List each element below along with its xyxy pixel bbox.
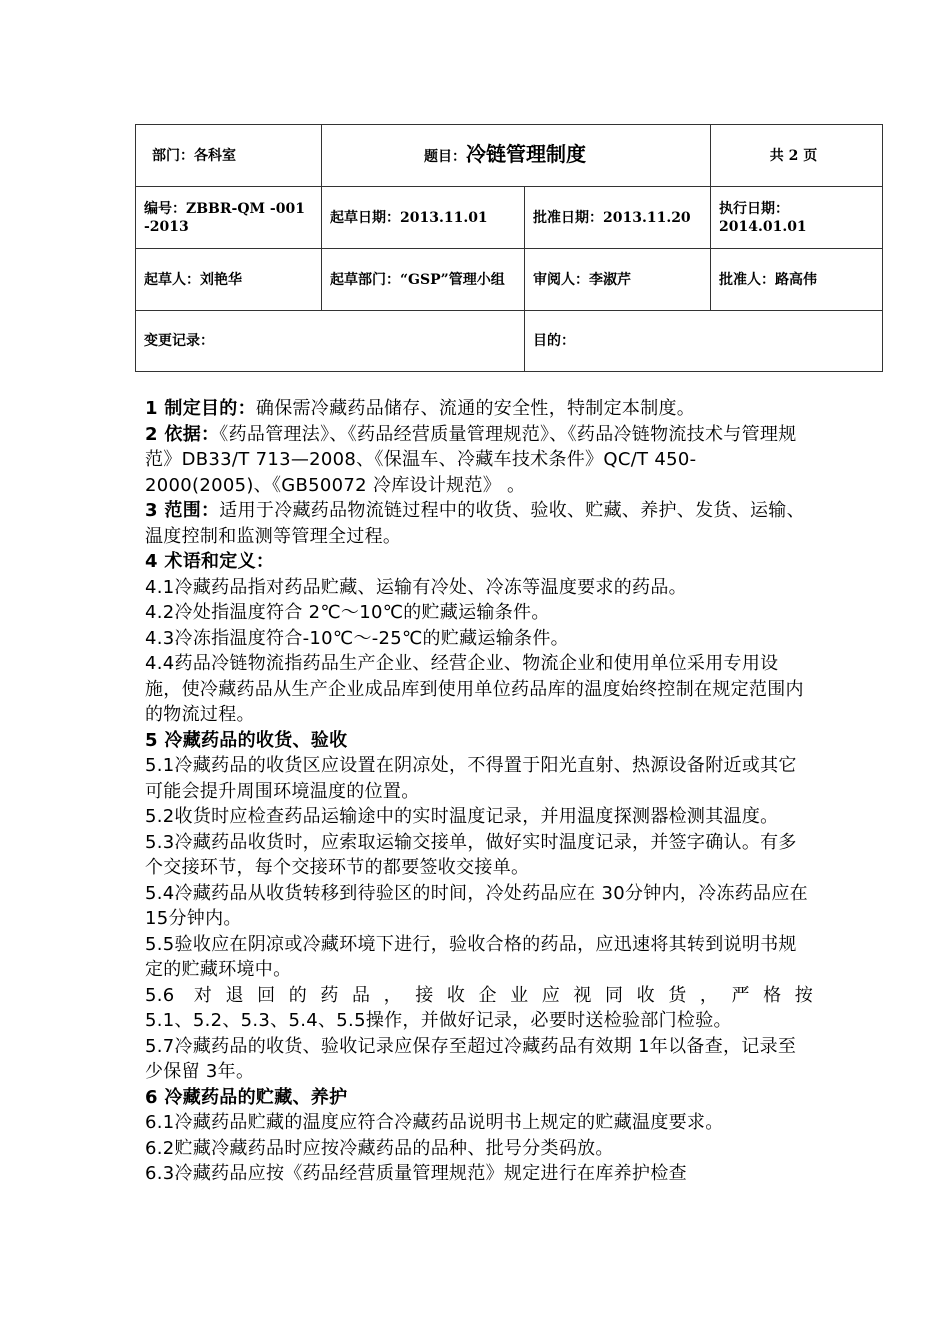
draft-dept-cell: 起草部门：“GSP”管理小组 [322, 249, 525, 311]
paragraph-4-4: 4.4药品冷链物流指药品生产企业、经营企业、物流企业和使用单位采用专用设施，使冷藏药品从生产企业成品库到使用单位药品库的温度始终控制在规定范围内的物流过程。 [145, 653, 804, 725]
document-header-table [135, 124, 883, 372]
paragraph-4-2: 4.2冷处指温度符合 2℃～10℃的贮藏运输条件。 [145, 602, 550, 623]
paragraph-5-5: 5.5验收应在阴凉或冷藏环境下进行，验收合格的药品，应迅速将其转到说明书规定的贮藏环境中。 [145, 933, 797, 980]
paragraph-5-7: 5.7冷藏药品的收货、验收记录应保存至超过冷藏药品有效期 1年以备查，记录至少保留 3年。 [145, 1035, 797, 1082]
section-1-text: 确保需冷藏药品储存、流通的安全性，特制定本制度。 [255, 398, 696, 419]
department-cell: 部门：各科室 [136, 125, 322, 187]
paragraph-6-3: 6.3冷藏药品应按《药品经营质量管理规范》规定进行在库养护检查 [145, 1163, 687, 1184]
approver-cell: 批准人：路高伟 [711, 249, 883, 311]
paragraph-5-4: 5.4冷藏药品从收货转移到待验区的时间，冷处药品应在 30分钟内，冷冻药品应在 15分钟内。 [145, 882, 808, 929]
section-3-heading: 3 范围： [145, 500, 220, 521]
change-record-cell: 变更记录： [136, 311, 525, 372]
section-4-heading: 4 术语和定义： [145, 551, 275, 572]
section-1-heading: 1 制定目的： [145, 398, 256, 419]
purpose-cell: 目的： [525, 311, 883, 372]
paragraph-6-2: 6.2贮藏冷藏药品时应按冷藏药品的品种、批号分类码放。 [145, 1137, 614, 1159]
paragraph-4-3: 4.3冷冻指温度符合-10℃～-25℃的贮藏运输条件。 [145, 627, 569, 649]
section-2-text: 《药品管理法》、《药品经营质量管理规范》、《药品冷链物流技术与管理规范》DB33/T 713—2008、《保温车、冷藏车技术条件》QC/T 450-2000(2005)、《GB50072 冷库设计规范》 。 [145, 423, 797, 496]
section-1 [145, 396, 813, 422]
reviewer-cell: 审阅人：李淑芹 [525, 249, 711, 311]
paragraph-5-1: 5.1冷藏药品的收货区应设置在阴凉处，不得置于阳光直射、热源设备附近或其它可能会提升周围环境温度的位置。 [145, 755, 797, 802]
section-6-heading: 6 冷藏药品的贮藏、养护 [145, 1086, 348, 1108]
section-5-heading: 5 冷藏药品的收货、验收 [145, 729, 348, 751]
section-3-text: 适用于冷藏药品物流链过程中的收货、验收、贮藏、养护、发货、运输、温度控制和监测等管理全过程。 [145, 500, 805, 547]
title-label: 题目： [424, 149, 466, 165]
paragraph-5-3: 5.3冷藏药品收货时，应索取运输交接单，做好实时温度记录，并签字确认。有多个交接环节，每个交接环节的都要签收交接单。 [145, 831, 797, 878]
document-body [145, 396, 813, 1187]
paragraph-5-2: 5.2收货时应检查药品运输途中的实时温度记录，并用温度探测器检测其温度。 [145, 806, 779, 827]
exec-date-cell: 执行日期：2014.01.01 [711, 187, 883, 249]
section-2 [145, 422, 813, 499]
title-cell [322, 125, 711, 187]
drafter-cell: 起草人：刘艳华 [136, 249, 322, 311]
paragraph-5-6-line-2: 5.1、5.2、5.3、5.4、5.5操作，并做好记录，必要时送检验部门检验。 [145, 1010, 732, 1031]
document-code-cell: 编号：ZBBR-QM -001 -2013 [136, 187, 322, 249]
paragraph-6-1: 6.1冷藏药品贮藏的温度应符合冷藏药品说明书上规定的贮藏温度要求。 [145, 1112, 724, 1133]
document-title: 冷链管理制度 [466, 142, 586, 166]
draft-date-cell: 起草日期：2013.11.01 [322, 187, 525, 249]
page-count-cell: 共 2 页 [711, 125, 883, 187]
approve-date-cell: 批准日期：2013.11.20 [525, 187, 711, 249]
section-3 [145, 498, 813, 549]
section-2-heading: 2 依据： [145, 423, 220, 445]
paragraph-4-1: 4.1冷藏药品指对药品贮藏、运输有冷处、冷冻等温度要求的药品。 [145, 576, 687, 598]
paragraph-5-6-line-1: 5.6 对退回的药品，接收企业应视同收货，严格按 [145, 984, 813, 1006]
